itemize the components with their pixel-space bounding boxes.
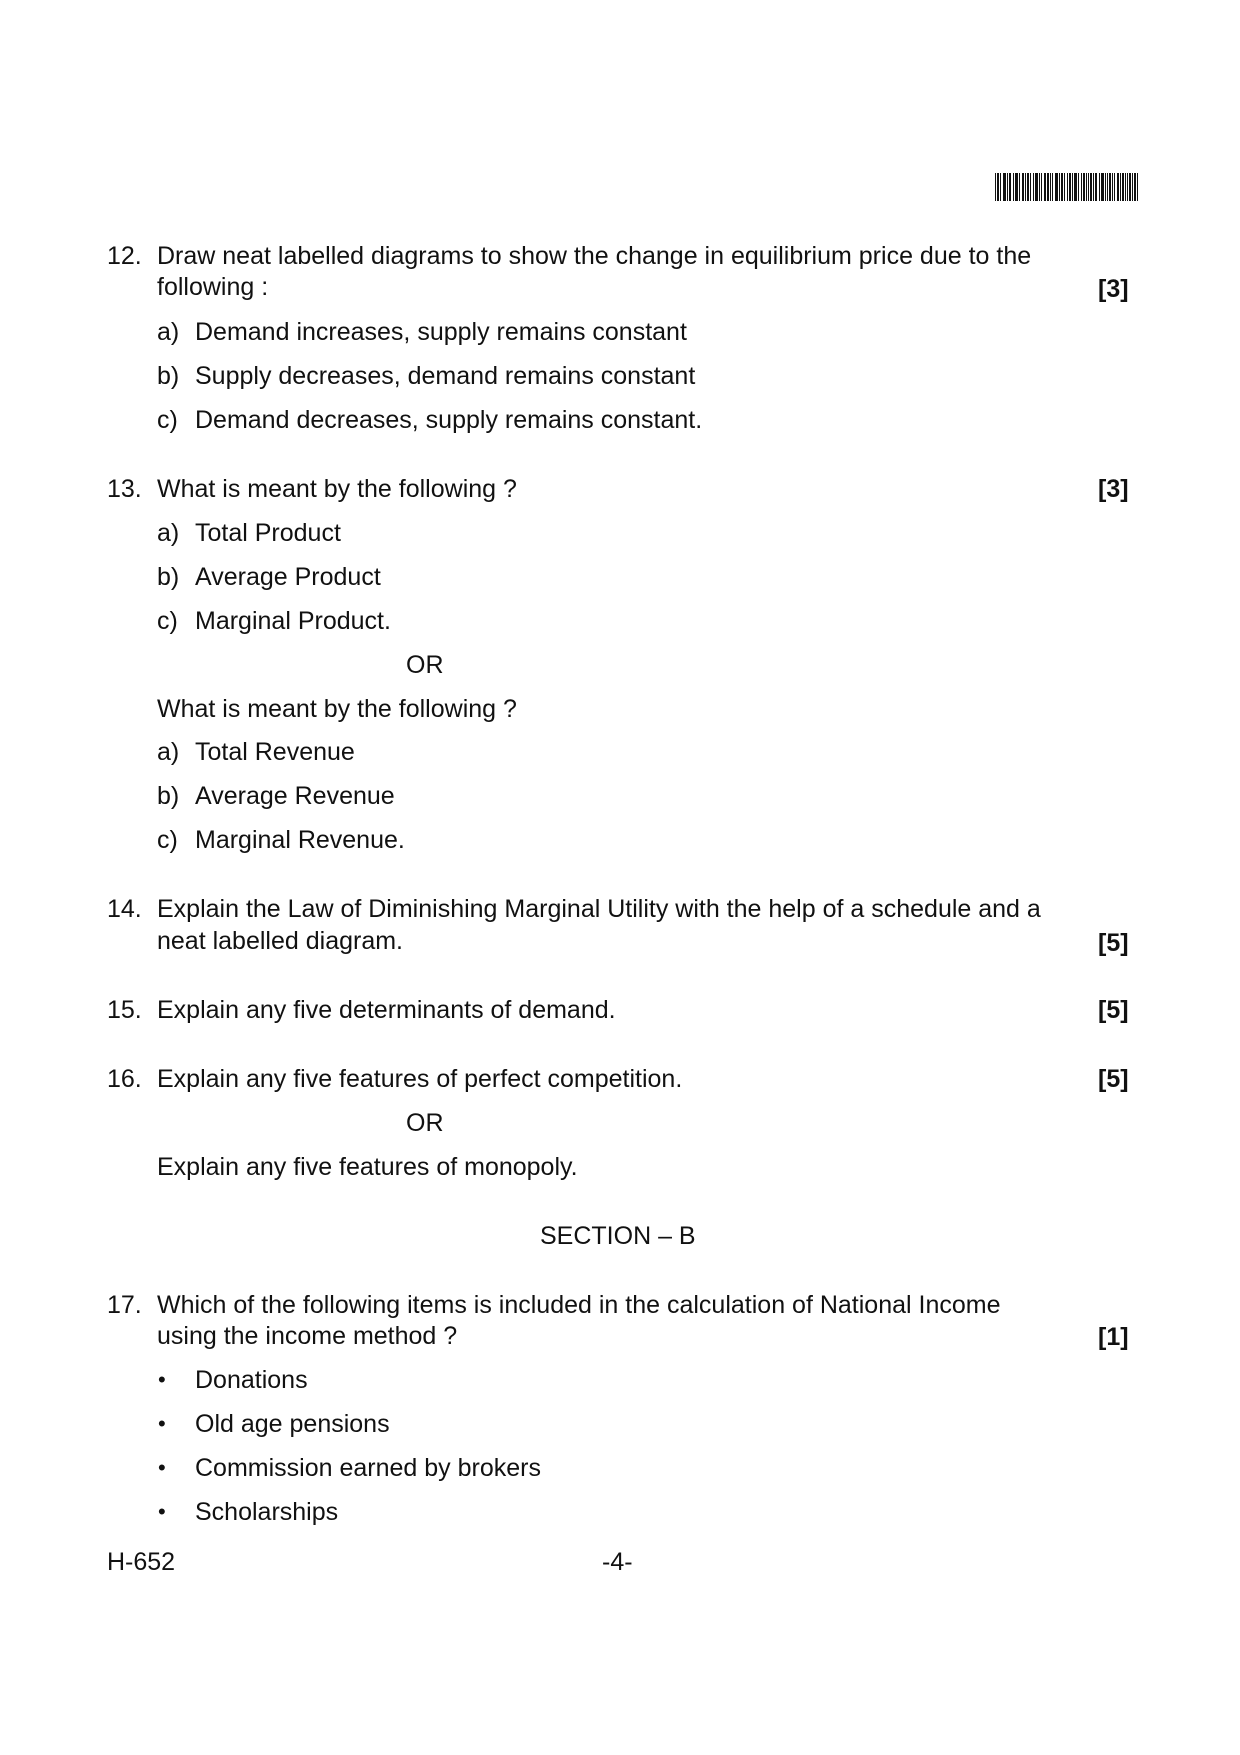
question-15-marks: [5] (1098, 996, 1129, 1024)
question-number-15: 15. (107, 996, 142, 1024)
paper-code: H-652 (107, 1548, 176, 1576)
bullet-icon: • (158, 1411, 166, 1436)
question-12-text-line1: Draw neat labelled diagrams to show the change in equilibrium price due to the (157, 242, 1032, 270)
option-text: Demand increases, supply remains constant (195, 318, 687, 346)
list-item: Donations (195, 1366, 308, 1394)
question-16-marks: [5] (1098, 1065, 1129, 1093)
option-label: b) (157, 563, 180, 591)
list-item: Old age pensions (195, 1410, 390, 1438)
option-label: b) (157, 362, 180, 390)
question-13-alt-text: What is meant by the following ? (157, 695, 517, 723)
question-14-text-line2: neat labelled diagram. (157, 927, 403, 955)
question-13-marks: [3] (1098, 475, 1129, 503)
bullet-icon: • (158, 1499, 166, 1524)
question-17-marks: [1] (1098, 1323, 1129, 1351)
question-17-text-line1: Which of the following items is included in the calculation of National Income (157, 1291, 1001, 1319)
question-12-text-line2: following : (157, 273, 269, 301)
list-item: Scholarships (195, 1498, 339, 1526)
option-label: c) (157, 406, 178, 434)
question-number-14: 14. (107, 895, 142, 923)
question-number-12: 12. (107, 242, 142, 270)
question-17-text-line2: using the income method ? (157, 1322, 458, 1350)
option-text: Total Revenue (195, 738, 355, 766)
option-label: a) (157, 318, 180, 346)
page-number: -4- (602, 1548, 633, 1576)
option-text: Marginal Revenue. (195, 826, 405, 854)
question-number-16: 16. (107, 1065, 142, 1093)
option-text: Average Product (195, 563, 381, 591)
question-16-text: Explain any five features of perfect competition. (157, 1065, 683, 1093)
barcode (995, 173, 1138, 201)
option-text: Average Revenue (195, 782, 395, 810)
or-divider: OR (406, 651, 444, 679)
question-16-alt-text: Explain any five features of monopoly. (157, 1153, 578, 1181)
question-14-marks: [5] (1098, 929, 1129, 957)
option-label: a) (157, 519, 180, 547)
option-label: c) (157, 826, 178, 854)
option-text: Marginal Product. (195, 607, 391, 635)
question-14-text-line1: Explain the Law of Diminishing Marginal Utility with the help of a schedule and a (157, 895, 1041, 923)
list-item: Commission earned by brokers (195, 1454, 541, 1482)
question-13-text: What is meant by the following ? (157, 475, 517, 503)
bullet-icon: • (158, 1455, 166, 1480)
option-text: Supply decreases, demand remains constant (195, 362, 696, 390)
option-text: Total Product (195, 519, 341, 547)
section-heading: SECTION – B (540, 1222, 696, 1250)
option-text: Demand decreases, supply remains constant. (195, 406, 703, 434)
or-divider: OR (406, 1109, 444, 1137)
option-label: b) (157, 782, 180, 810)
option-label: a) (157, 738, 180, 766)
bullet-icon: • (158, 1367, 166, 1392)
option-label: c) (157, 607, 178, 635)
question-number-13: 13. (107, 475, 142, 503)
question-number-17: 17. (107, 1291, 142, 1319)
question-15-text: Explain any five determinants of demand. (157, 996, 616, 1024)
question-12-marks: [3] (1098, 275, 1129, 303)
